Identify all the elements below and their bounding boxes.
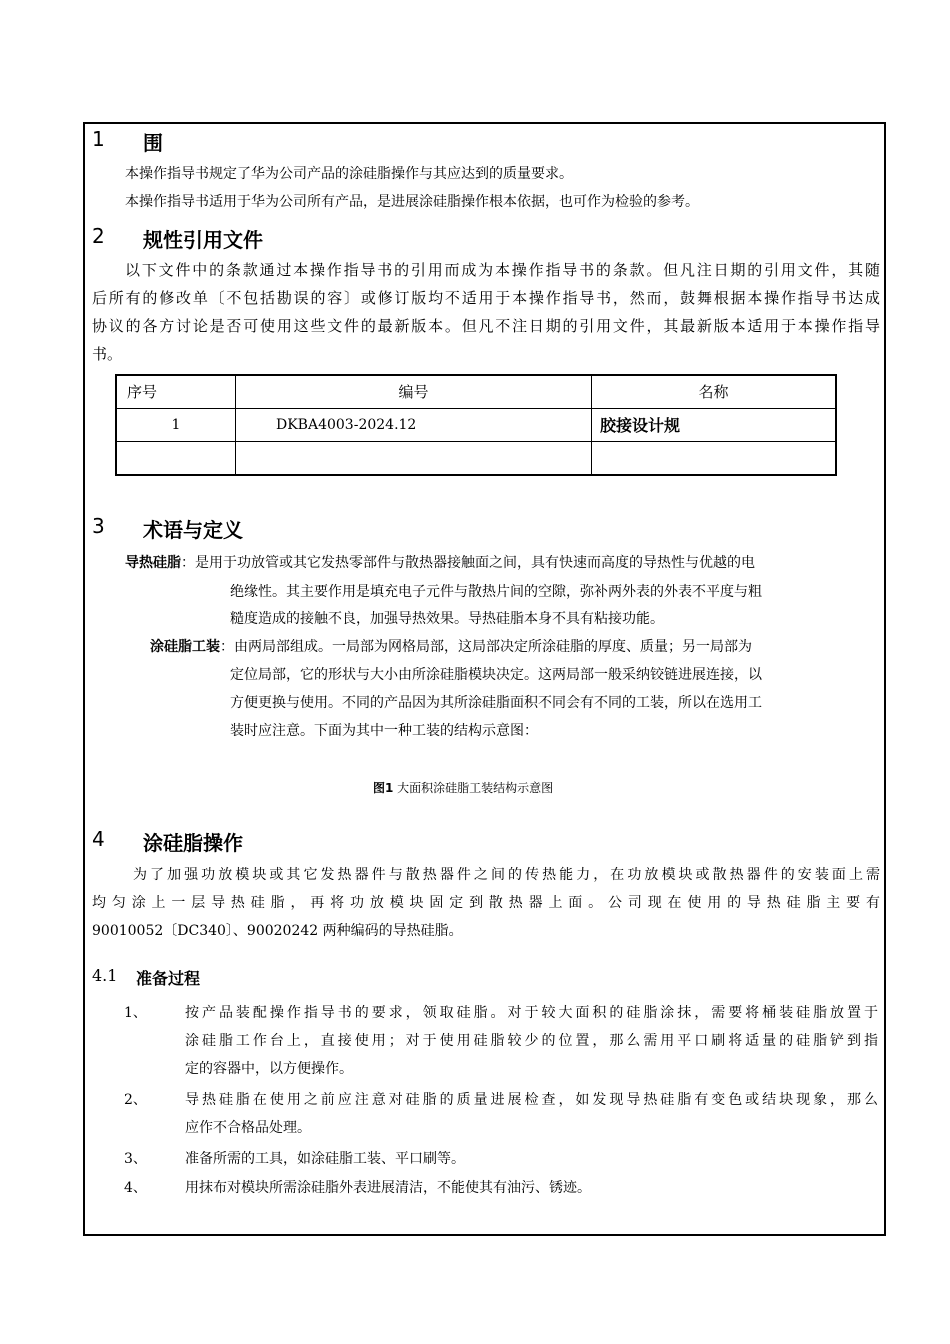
reference-table <box>115 374 837 476</box>
term-2-line-1 <box>150 634 752 660</box>
term-2-line-3: 方便更换与使用。不同的产品因为其所涂硅脂面积不同会有不同的工装，所以在选用工 <box>230 695 762 711</box>
section-2-line-4: 书。 <box>92 345 123 363</box>
header-name: 名称 <box>592 375 837 408</box>
table-row <box>116 442 836 475</box>
section-2-line-1: 以下文件中的条款通过本操作指导书的引用而成为本操作指导书的条款。但凡注日期的引用文件，其随 <box>125 261 880 279</box>
term-2-line-2: 定位局部，它的形状与大小由所涂硅脂模块决定。这两局部一般采纳铰链进展连接，以 <box>230 667 762 683</box>
section-1-title: 围 <box>143 131 163 155</box>
cell-code: DKBA4003-2024.12 <box>236 408 592 441</box>
term-2-text: ：由两局部组成。一局部为网格局部，这局部决定所涂硅脂的厚度、质量；另一局部为 <box>220 639 752 655</box>
figure-caption-text: 大面积涂硅脂工装结构示意图 <box>393 781 554 795</box>
subsection-4-1-number: 4.1 <box>92 966 118 985</box>
term-1-line-3: 糙度造成的接触不良，加强导热效果。导热硅脂本身不具有粘接功能。 <box>230 611 664 627</box>
table-row <box>116 408 836 441</box>
term-2-line-4: 装时应注意。下面为其中一种工装的结构示意图： <box>230 723 538 739</box>
section-2-line-3: 协议的各方讨论是否可使用这些文件的最新版本。但凡不注日期的引用文件，其最新版本适用于本操作指导 <box>92 317 880 335</box>
section-4-line-3: 90010052〔DC340〕、90020242 两种编码的导热硅脂。 <box>92 923 463 939</box>
list-item-number: 4、 <box>124 1180 147 1196</box>
list-item-line: 用抹布对模块所需涂硅脂外表进展清洁，不能使其有油污、锈迹。 <box>185 1180 591 1196</box>
section-4-line-2: 均匀涂上一层导热硅脂，再将功放模块固定到散热器上面。公司现在使用的导热硅脂主要有 <box>92 895 880 911</box>
section-3-title: 术语与定义 <box>143 518 243 542</box>
section-2-number: 2 <box>92 224 105 248</box>
list-item-number: 2、 <box>124 1092 147 1108</box>
table-header-row <box>116 375 836 408</box>
list-item-line: 按产品装配操作指导书的要求，领取硅脂。对于较大面积的硅脂涂抹，需要将桶装硅脂放置于 <box>185 1005 878 1021</box>
figure-label: 图1 <box>373 781 394 795</box>
section-2-title: 规性引用文件 <box>143 228 263 252</box>
list-item-line: 导热硅脂在使用之前应注意对硅脂的质量进展检查，如发现导热硅脂有变色或结块现象，那么 <box>185 1092 878 1108</box>
cell-name <box>592 442 837 475</box>
section-2-line-2: 后所有的修改单〔不包括勘误的容〕或修订版均不适用于本操作指导书，然而，鼓舞根据本操作指导书达成 <box>92 289 880 307</box>
section-1-number: 1 <box>92 127 105 151</box>
section-1-paragraph-1: 本操作指导书规定了华为公司产品的涂硅脂操作与其应达到的质量要求。 <box>125 166 573 182</box>
list-item-line: 应作不合格品处理。 <box>185 1120 311 1136</box>
section-4-title: 涂硅脂操作 <box>143 831 243 855</box>
list-item-number: 1、 <box>124 1005 147 1021</box>
cell-name: 胶接设计规 <box>592 408 837 441</box>
subsection-4-1-title: 准备过程 <box>136 969 201 988</box>
figure-caption <box>373 779 553 796</box>
term-1-line-1 <box>125 550 755 576</box>
list-item-line: 准备所需的工具，如涂硅脂工装、平口刷等。 <box>185 1151 465 1167</box>
list-item-line: 定的容器中，以方便操作。 <box>185 1061 353 1077</box>
cell-code <box>236 442 592 475</box>
section-1-paragraph-2: 本操作指导书适用于华为公司所有产品，是进展涂硅脂操作根本依据，也可作为检验的参考。 <box>125 194 699 210</box>
list-item-number: 3、 <box>124 1151 147 1167</box>
section-4-line-1: 为了加强功放模块或其它发热器件与散热器件之间的传热能力，在功放模块或散热器件的安装面上需 <box>133 867 880 883</box>
header-index: 序号 <box>116 375 236 408</box>
section-3-number: 3 <box>92 514 105 538</box>
cell-index <box>116 442 236 475</box>
section-4-number: 4 <box>92 827 105 851</box>
term-1-text: ：是用于功放管或其它发热零部件与散热器接触面之间，具有快速而高度的导热性与优越的电 <box>181 555 755 571</box>
header-code: 编号 <box>236 375 592 408</box>
term-1-line-2: 绝缘性。其主要作用是填充电子元件与散热片间的空隙，弥补两外表的外表不平度与粗 <box>230 584 762 600</box>
list-item-line: 涂硅脂工作台上，直接使用；对于使用硅脂较少的位置，那么需用平口刷将适量的硅脂铲到指 <box>185 1033 878 1049</box>
cell-index: 1 <box>116 408 236 441</box>
term-1-label: 导热硅脂 <box>125 555 181 571</box>
term-2-label: 涂硅脂工装 <box>150 639 220 655</box>
